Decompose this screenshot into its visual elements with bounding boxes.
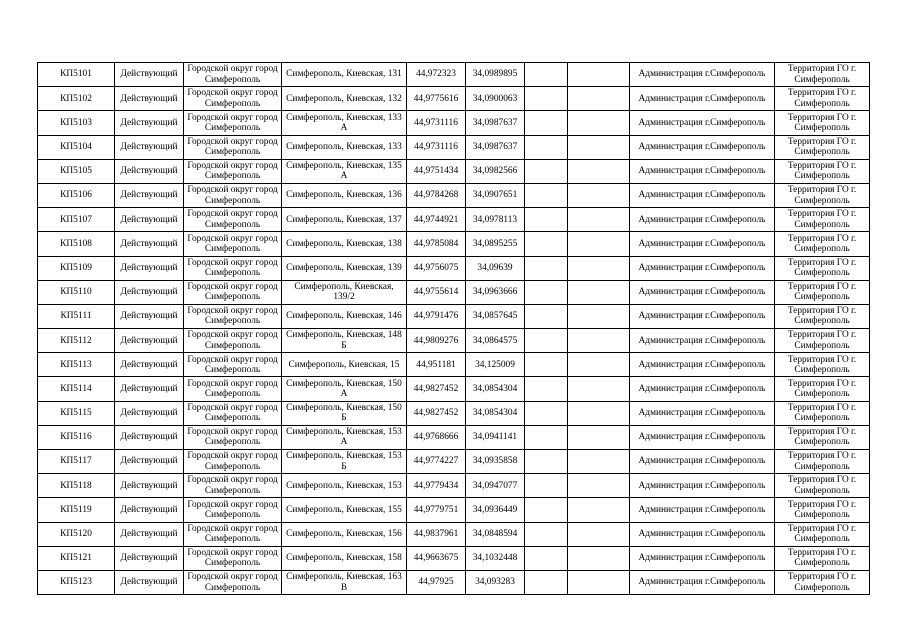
cell-owner: Администрация г.Симферополь (630, 546, 775, 570)
cell-empty (568, 329, 630, 353)
cell-district: Городской округ город Симферополь (184, 208, 282, 232)
cell-longitude: 34,0907651 (466, 183, 525, 207)
cell-district: Городской округ город Симферополь (184, 401, 282, 425)
cell-empty (568, 570, 630, 594)
cell-address: Симферополь, Киевская, 15 (282, 353, 407, 377)
cell-district: Городской округ город Симферополь (184, 280, 282, 304)
cell-address: Симферополь, Киевская, 153 Б (282, 450, 407, 474)
cell-latitude: 44,9779434 (407, 474, 466, 498)
cell-territory: Территория ГО г. Симферополь (775, 353, 870, 377)
cell-code: КП5103 (38, 111, 115, 135)
cell-empty (568, 280, 630, 304)
table-row (38, 353, 870, 377)
cell-code: КП5106 (38, 183, 115, 207)
cell-empty (568, 135, 630, 159)
cell-empty (568, 232, 630, 256)
table-row (38, 280, 870, 304)
cell-owner: Администрация г.Симферополь (630, 474, 775, 498)
table-row (38, 256, 870, 280)
cell-territory: Территория ГО г. Симферополь (775, 377, 870, 401)
table-row (38, 159, 870, 183)
cell-code: КП5105 (38, 159, 115, 183)
cell-latitude: 44,9785084 (407, 232, 466, 256)
table-row (38, 304, 870, 328)
cell-owner: Администрация г.Симферополь (630, 570, 775, 594)
cell-status: Действующий (115, 522, 184, 546)
cell-longitude: 34,0963666 (466, 280, 525, 304)
cell-latitude: 44,9827452 (407, 377, 466, 401)
cell-owner: Администрация г.Симферополь (630, 280, 775, 304)
cell-status: Действующий (115, 353, 184, 377)
cell-owner: Администрация г.Симферополь (630, 256, 775, 280)
cell-territory: Территория ГО г. Симферополь (775, 63, 870, 87)
cell-empty (568, 111, 630, 135)
cell-territory: Территория ГО г. Симферополь (775, 522, 870, 546)
cell-latitude: 44,9827452 (407, 401, 466, 425)
cell-district: Городской округ город Симферополь (184, 522, 282, 546)
cell-code: КП5101 (38, 63, 115, 87)
cell-empty (568, 256, 630, 280)
cell-latitude: 44,9779751 (407, 498, 466, 522)
table-row (38, 87, 870, 111)
cell-address: Симферополь, Киевская, 153 А (282, 425, 407, 449)
cell-status: Действующий (115, 159, 184, 183)
cell-district: Городской округ город Симферополь (184, 183, 282, 207)
cell-territory: Территория ГО г. Симферополь (775, 329, 870, 353)
cell-empty (525, 546, 568, 570)
cell-status: Действующий (115, 256, 184, 280)
cell-owner: Администрация г.Симферополь (630, 522, 775, 546)
cell-empty (525, 570, 568, 594)
cell-latitude: 44,972323 (407, 63, 466, 87)
cell-territory: Территория ГО г. Симферополь (775, 280, 870, 304)
table-row (38, 401, 870, 425)
cell-territory: Территория ГО г. Симферополь (775, 111, 870, 135)
cell-status: Действующий (115, 232, 184, 256)
cell-territory: Территория ГО г. Симферополь (775, 135, 870, 159)
cell-empty (568, 522, 630, 546)
cell-longitude: 34,0864575 (466, 329, 525, 353)
cell-owner: Администрация г.Симферополь (630, 498, 775, 522)
cell-code: КП5115 (38, 401, 115, 425)
cell-latitude: 44,9837961 (407, 522, 466, 546)
cell-empty (525, 401, 568, 425)
cell-empty (525, 280, 568, 304)
table-row (38, 570, 870, 594)
cell-address: Симферополь, Киевская, 132 (282, 87, 407, 111)
cell-owner: Администрация г.Симферополь (630, 232, 775, 256)
cell-territory: Территория ГО г. Симферополь (775, 450, 870, 474)
cell-status: Действующий (115, 450, 184, 474)
cell-address: Симферополь, Киевская, 156 (282, 522, 407, 546)
cell-status: Действующий (115, 111, 184, 135)
cell-territory: Территория ГО г. Симферополь (775, 425, 870, 449)
table-row (38, 135, 870, 159)
cell-latitude: 44,951181 (407, 353, 466, 377)
cell-territory: Территория ГО г. Симферополь (775, 546, 870, 570)
cell-status: Действующий (115, 208, 184, 232)
cell-district: Городской округ город Симферополь (184, 135, 282, 159)
table-row (38, 425, 870, 449)
cell-empty (568, 425, 630, 449)
cell-empty (568, 63, 630, 87)
cell-owner: Администрация г.Симферополь (630, 111, 775, 135)
cell-owner: Администрация г.Симферополь (630, 450, 775, 474)
cell-longitude: 34,093283 (466, 570, 525, 594)
cell-status: Действующий (115, 498, 184, 522)
cell-empty (525, 353, 568, 377)
cell-longitude: 34,09639 (466, 256, 525, 280)
cell-longitude: 34,0848594 (466, 522, 525, 546)
cell-code: КП5104 (38, 135, 115, 159)
cell-code: КП5107 (38, 208, 115, 232)
cell-code: КП5113 (38, 353, 115, 377)
cell-longitude: 34,0989895 (466, 63, 525, 87)
cell-district: Городской округ город Симферополь (184, 353, 282, 377)
cell-longitude: 34,0857645 (466, 304, 525, 328)
cell-latitude: 44,9731116 (407, 135, 466, 159)
cell-owner: Администрация г.Симферополь (630, 87, 775, 111)
cell-district: Городской округ город Симферополь (184, 425, 282, 449)
cell-longitude: 34,0978113 (466, 208, 525, 232)
cell-latitude: 44,9751434 (407, 159, 466, 183)
cell-longitude: 34,0987637 (466, 111, 525, 135)
cell-district: Городской округ город Симферополь (184, 63, 282, 87)
cell-address: Симферополь, Киевская, 139 (282, 256, 407, 280)
cell-empty (525, 183, 568, 207)
cell-empty (525, 450, 568, 474)
cell-latitude: 44,9731116 (407, 111, 466, 135)
cell-status: Действующий (115, 280, 184, 304)
cell-district: Городской округ город Симферополь (184, 111, 282, 135)
cell-empty (568, 377, 630, 401)
cell-empty (525, 232, 568, 256)
cell-empty (525, 87, 568, 111)
cell-status: Действующий (115, 401, 184, 425)
cell-territory: Территория ГО г. Симферополь (775, 232, 870, 256)
cell-empty (525, 474, 568, 498)
cell-empty (568, 474, 630, 498)
cell-latitude: 44,9775616 (407, 87, 466, 111)
cell-owner: Администрация г.Симферополь (630, 329, 775, 353)
cell-owner: Администрация г.Симферополь (630, 304, 775, 328)
cell-latitude: 44,9756075 (407, 256, 466, 280)
cell-empty (568, 208, 630, 232)
cell-status: Действующий (115, 425, 184, 449)
cell-owner: Администрация г.Симферополь (630, 401, 775, 425)
cell-empty (568, 304, 630, 328)
cell-territory: Территория ГО г. Симферополь (775, 87, 870, 111)
cell-district: Городской округ город Симферополь (184, 159, 282, 183)
table-row (38, 522, 870, 546)
cell-address: Симферополь, Киевская, 133 А (282, 111, 407, 135)
cell-empty (525, 256, 568, 280)
cell-address: Симферополь, Киевская, 136 (282, 183, 407, 207)
cell-code: КП5123 (38, 570, 115, 594)
cell-status: Действующий (115, 63, 184, 87)
cell-address: Симферополь, Киевская, 135 А (282, 159, 407, 183)
cell-empty (568, 87, 630, 111)
cell-owner: Администрация г.Симферополь (630, 353, 775, 377)
cell-address: Симферополь, Киевская, 133 (282, 135, 407, 159)
cell-district: Городской округ город Симферополь (184, 377, 282, 401)
cell-address: Симферополь, Киевская, 137 (282, 208, 407, 232)
container-sites-table (37, 62, 870, 595)
cell-code: КП5117 (38, 450, 115, 474)
cell-address: Симферополь, Киевская, 155 (282, 498, 407, 522)
cell-district: Городской округ город Симферополь (184, 570, 282, 594)
cell-territory: Территория ГО г. Симферополь (775, 401, 870, 425)
cell-address: Симферополь, Киевская, 131 (282, 63, 407, 87)
cell-district: Городской округ город Симферополь (184, 329, 282, 353)
cell-empty (525, 111, 568, 135)
table-row (38, 377, 870, 401)
cell-code: КП5109 (38, 256, 115, 280)
cell-latitude: 44,9755614 (407, 280, 466, 304)
cell-status: Действующий (115, 329, 184, 353)
cell-district: Городской округ город Симферополь (184, 304, 282, 328)
cell-code: КП5114 (38, 377, 115, 401)
cell-status: Действующий (115, 474, 184, 498)
cell-latitude: 44,9784268 (407, 183, 466, 207)
cell-owner: Администрация г.Симферополь (630, 63, 775, 87)
cell-latitude: 44,9774227 (407, 450, 466, 474)
cell-empty (568, 159, 630, 183)
cell-address: Симферополь, Киевская, 150 Б (282, 401, 407, 425)
cell-district: Городской округ город Симферополь (184, 498, 282, 522)
cell-empty (568, 546, 630, 570)
cell-longitude: 34,125009 (466, 353, 525, 377)
cell-territory: Территория ГО г. Симферополь (775, 256, 870, 280)
cell-empty (525, 135, 568, 159)
cell-district: Городской округ город Симферополь (184, 232, 282, 256)
cell-code: КП5110 (38, 280, 115, 304)
cell-longitude: 34,0900063 (466, 87, 525, 111)
table-row (38, 546, 870, 570)
cell-empty (525, 159, 568, 183)
cell-district: Городской округ город Симферополь (184, 546, 282, 570)
cell-address: Симферополь, Киевская, 158 (282, 546, 407, 570)
cell-longitude: 34,0941141 (466, 425, 525, 449)
cell-territory: Территория ГО г. Симферополь (775, 208, 870, 232)
cell-district: Городской округ город Симферополь (184, 256, 282, 280)
cell-owner: Администрация г.Симферополь (630, 377, 775, 401)
cell-status: Действующий (115, 304, 184, 328)
cell-territory: Территория ГО г. Симферополь (775, 474, 870, 498)
cell-status: Действующий (115, 546, 184, 570)
cell-address: Симферополь, Киевская, 146 (282, 304, 407, 328)
cell-empty (525, 304, 568, 328)
cell-district: Городской округ город Симферополь (184, 474, 282, 498)
cell-empty (525, 329, 568, 353)
cell-owner: Администрация г.Симферополь (630, 208, 775, 232)
table-row (38, 450, 870, 474)
cell-code: КП5102 (38, 87, 115, 111)
cell-owner: Администрация г.Симферополь (630, 425, 775, 449)
cell-territory: Территория ГО г. Симферополь (775, 159, 870, 183)
cell-owner: Администрация г.Симферополь (630, 135, 775, 159)
cell-status: Действующий (115, 87, 184, 111)
table-row (38, 63, 870, 87)
cell-code: КП5119 (38, 498, 115, 522)
cell-territory: Территория ГО г. Симферополь (775, 304, 870, 328)
cell-empty (568, 450, 630, 474)
cell-address: Симферополь, Киевская, 153 (282, 474, 407, 498)
cell-latitude: 44,9663675 (407, 546, 466, 570)
cell-empty (568, 183, 630, 207)
cell-territory: Территория ГО г. Симферополь (775, 570, 870, 594)
cell-district: Городской округ город Симферополь (184, 87, 282, 111)
cell-latitude: 44,9768666 (407, 425, 466, 449)
table-row (38, 329, 870, 353)
cell-code: КП5108 (38, 232, 115, 256)
cell-empty (568, 498, 630, 522)
cell-empty (525, 377, 568, 401)
cell-code: КП5116 (38, 425, 115, 449)
cell-status: Действующий (115, 183, 184, 207)
cell-address: Симферополь, Киевская, 163 В (282, 570, 407, 594)
cell-longitude: 34,0987637 (466, 135, 525, 159)
cell-code: КП5120 (38, 522, 115, 546)
cell-latitude: 44,9791476 (407, 304, 466, 328)
cell-owner: Администрация г.Симферополь (630, 183, 775, 207)
cell-empty (568, 353, 630, 377)
table-row (38, 183, 870, 207)
cell-latitude: 44,9744921 (407, 208, 466, 232)
cell-territory: Территория ГО г. Симферополь (775, 498, 870, 522)
cell-empty (525, 498, 568, 522)
cell-latitude: 44,9809276 (407, 329, 466, 353)
cell-longitude: 34,0854304 (466, 401, 525, 425)
cell-empty (525, 63, 568, 87)
cell-address: Симферополь, Киевская, 138 (282, 232, 407, 256)
table-row (38, 208, 870, 232)
cell-code: КП5118 (38, 474, 115, 498)
cell-address: Симферополь, Киевская, 150 А (282, 377, 407, 401)
cell-district: Городской округ город Симферополь (184, 450, 282, 474)
cell-longitude: 34,0982566 (466, 159, 525, 183)
cell-code: КП5121 (38, 546, 115, 570)
cell-status: Действующий (115, 570, 184, 594)
table-row (38, 232, 870, 256)
cell-longitude: 34,0947077 (466, 474, 525, 498)
cell-address: Симферополь, Киевская, 139/2 (282, 280, 407, 304)
cell-longitude: 34,0935858 (466, 450, 525, 474)
cell-status: Действующий (115, 135, 184, 159)
cell-empty (525, 208, 568, 232)
table-row (38, 474, 870, 498)
cell-empty (525, 425, 568, 449)
cell-empty (568, 401, 630, 425)
cell-longitude: 34,0854304 (466, 377, 525, 401)
cell-longitude: 34,1032448 (466, 546, 525, 570)
cell-address: Симферополь, Киевская, 148 Б (282, 329, 407, 353)
table-row (38, 111, 870, 135)
cell-empty (525, 522, 568, 546)
cell-owner: Администрация г.Симферополь (630, 159, 775, 183)
cell-longitude: 34,0936449 (466, 498, 525, 522)
cell-code: КП5112 (38, 329, 115, 353)
table-row (38, 498, 870, 522)
cell-longitude: 34,0895255 (466, 232, 525, 256)
cell-latitude: 44,97925 (407, 570, 466, 594)
cell-status: Действующий (115, 377, 184, 401)
cell-territory: Территория ГО г. Симферополь (775, 183, 870, 207)
cell-code: КП5111 (38, 304, 115, 328)
